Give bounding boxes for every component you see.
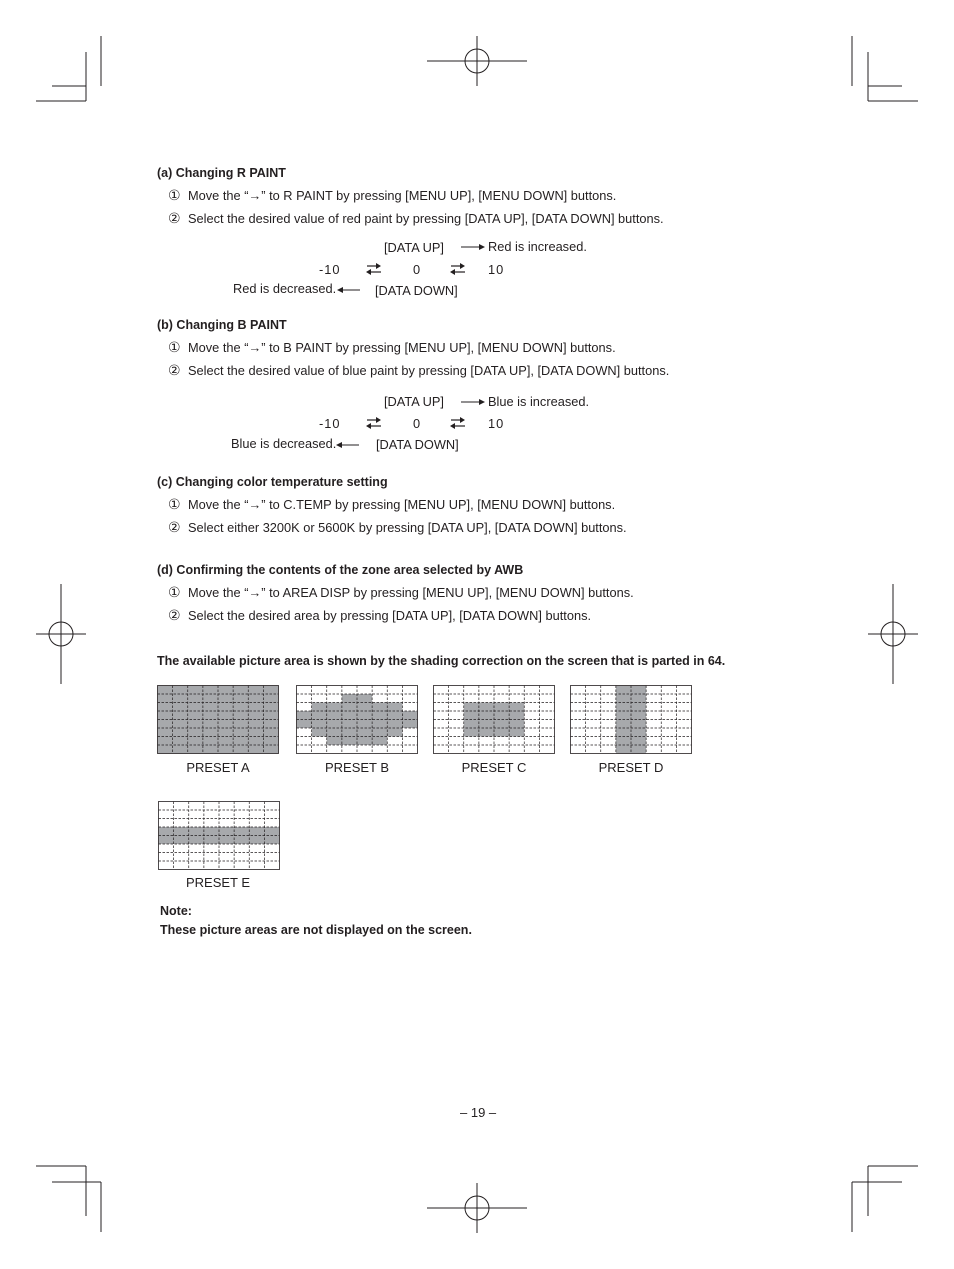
step-number: ② [168, 210, 181, 226]
max-value: 10 [488, 416, 505, 431]
arrow-left-icon [336, 439, 360, 451]
arrow-right-icon [460, 396, 486, 408]
section-a-heading: (a) Changing R PAINT [157, 166, 286, 180]
arrow-right-icon [460, 241, 486, 253]
section-c-step-1 [168, 496, 615, 513]
preset-a-grid [157, 685, 279, 754]
increase-text: Blue is increased. [488, 394, 590, 409]
note-text: These picture areas are not displayed on the screen. [160, 923, 472, 937]
preset-c-label: PRESET C [461, 760, 527, 775]
section-b-step-2 [168, 362, 669, 379]
preset-b-label: PRESET B [324, 760, 390, 775]
swap-arrows-icon [366, 416, 382, 430]
step-number: ② [168, 362, 181, 378]
preset-b-grid [296, 685, 418, 754]
step-number: ① [168, 187, 181, 203]
swap-arrows-icon [450, 262, 466, 276]
min-value: -10 [319, 262, 341, 277]
step-text: Move the “→” to R PAINT by pressing [MENU UP], [MENU DOWN] buttons. [188, 188, 617, 203]
section-d-step-2 [168, 607, 591, 624]
data-up-label: [DATA UP] [384, 394, 444, 409]
section-d-step-1 [168, 584, 634, 601]
decrease-text: Blue is decreased. [231, 436, 337, 451]
note-heading: Note: [160, 904, 192, 918]
mid-value: 0 [413, 416, 421, 431]
data-up-label: [DATA UP] [384, 240, 444, 255]
section-a-step-1 [168, 187, 616, 204]
step-text: Select the desired value of red paint by pressing [DATA UP], [DATA DOWN] buttons. [188, 211, 664, 226]
swap-arrows-icon [366, 262, 382, 276]
preset-d-label: PRESET D [598, 760, 664, 775]
min-value: -10 [319, 416, 341, 431]
section-b-step-1 [168, 339, 616, 356]
step-text: Select the desired area by pressing [DATA UP], [DATA DOWN] buttons. [188, 608, 592, 623]
decrease-text: Red is decreased. [233, 281, 337, 296]
section-d-heading: (d) Confirming the contents of the zone area selected by AWB [157, 563, 524, 577]
page-number: – 19 – [460, 1105, 497, 1120]
section-a-step-2 [168, 210, 664, 227]
preset-d-grid [570, 685, 692, 754]
preset-e-grid [158, 801, 280, 870]
section-c-step-2 [168, 519, 627, 536]
preset-a-label: PRESET A [186, 760, 250, 775]
max-value: 10 [488, 262, 505, 277]
section-b-heading: (b) Changing B PAINT [157, 318, 287, 332]
data-down-label: [DATA DOWN] [375, 283, 458, 298]
step-number: ② [168, 519, 181, 535]
arrow-left-icon [337, 284, 361, 296]
step-text: Select the desired value of blue paint by pressing [DATA UP], [DATA DOWN] buttons. [188, 363, 670, 378]
swap-arrows-icon [450, 416, 466, 430]
step-number: ① [168, 584, 181, 600]
step-number: ① [168, 496, 181, 512]
section-c-heading: (c) Changing color temperature setting [157, 475, 388, 489]
area-statement: The available picture area is shown by the shading correction on the screen that is parted in 64. [157, 654, 726, 668]
step-text: Move the “→” to AREA DISP by pressing [MENU UP], [MENU DOWN] buttons. [188, 585, 634, 600]
step-number: ② [168, 607, 181, 623]
step-text: Select either 3200K or 5600K by pressing [DATA UP], [DATA DOWN] buttons. [188, 520, 627, 535]
preset-c-grid [433, 685, 555, 754]
mid-value: 0 [413, 262, 421, 277]
data-down-label: [DATA DOWN] [376, 437, 459, 452]
increase-text: Red is increased. [488, 239, 587, 254]
step-text: Move the “→” to B PAINT by pressing [MENU UP], [MENU DOWN] buttons. [188, 340, 616, 355]
step-text: Move the “→” to C.TEMP by pressing [MENU UP], [MENU DOWN] buttons. [188, 497, 616, 512]
preset-e-label: PRESET E [185, 875, 251, 890]
step-number: ① [168, 339, 181, 355]
